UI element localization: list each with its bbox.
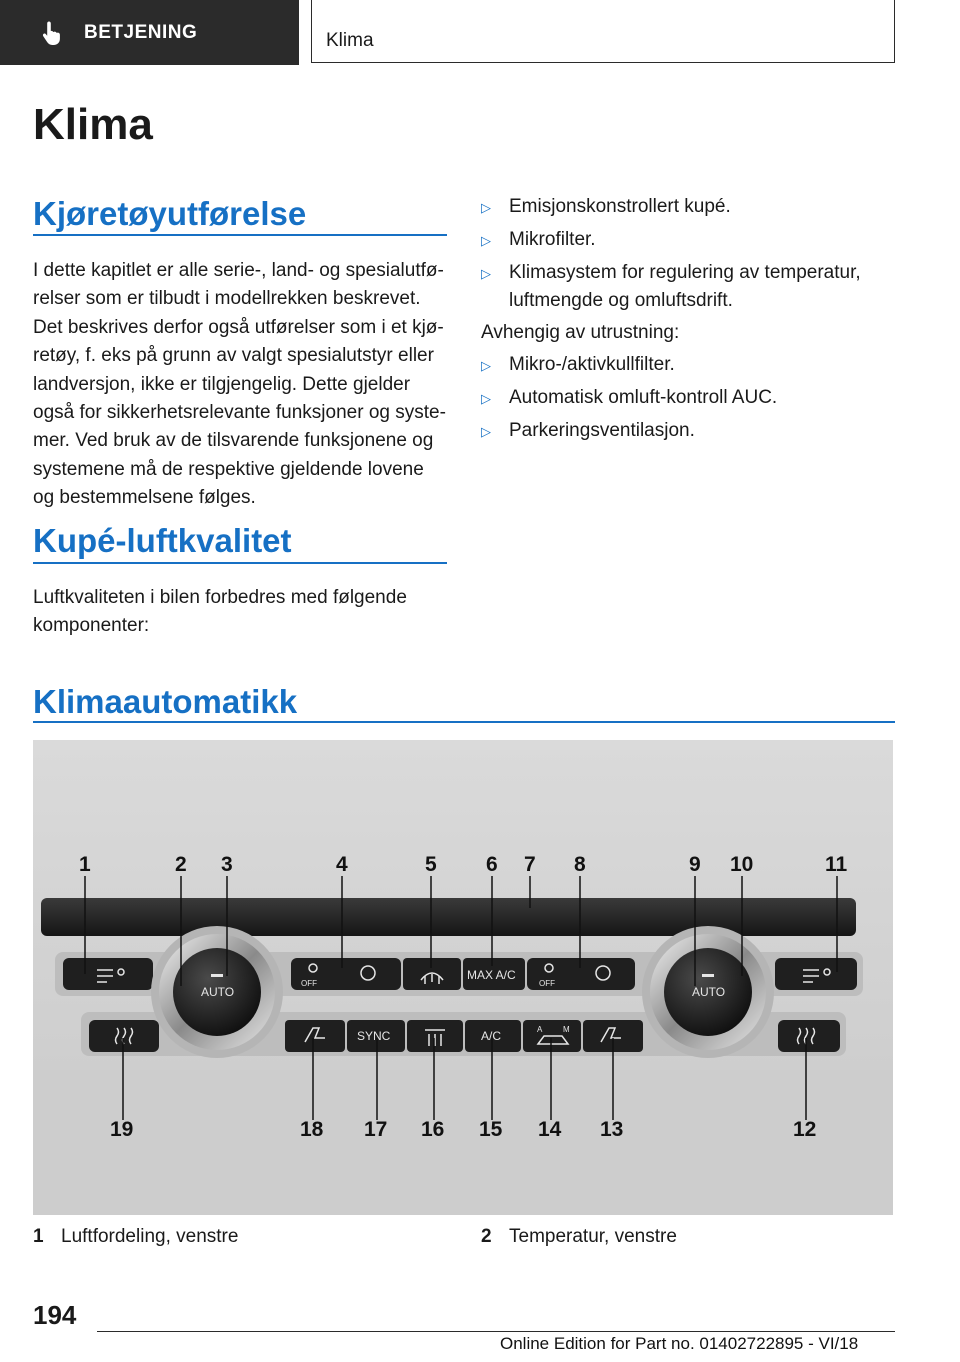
paragraph-luftkvalitet: Luftkvaliteten i bilen forbedres med følgende komponenter:	[33, 587, 407, 637]
legend-item: 1 Luftfordeling, venstre	[33, 1226, 239, 1247]
heading-rule	[33, 721, 895, 723]
heading-rule	[33, 234, 447, 236]
callout-2: 2	[175, 853, 187, 876]
triangle-bullet-icon: ▷	[481, 233, 491, 248]
triangle-bullet-icon: ▷	[481, 358, 491, 373]
callout-9: 9	[689, 853, 701, 876]
list-item: ▷ Klimasystem for regulering av temperatur, luftmengde og omluftsdrift.	[481, 259, 896, 315]
svg-text:AUTO: AUTO	[201, 985, 235, 999]
callout-10: 10	[730, 853, 754, 876]
svg-text:A/C: A/C	[481, 1029, 502, 1043]
legend-item: 2 Temperatur, venstre	[481, 1226, 677, 1247]
chapter-label: Klima	[326, 30, 374, 51]
page-number: 194	[33, 1300, 77, 1330]
callout-4: 4	[336, 853, 348, 876]
paragraph-kjoretoyutforelse: I dette kapitlet er alle serie-, land- og spesialutfø-relser som er tilbudt i modellrekken beskrevet. Det beskrives derfor også utførelser som i et kjø-retøy, f. eks på grunn av valgt spesialutstyr eller landversjon, ikke er tilgjengelig. Dette gjelder også for sikkerhetsrelevante funksjoner og syste-mer. Ved bruk av de tilsvarende funksjonene og systemene må de respektive gjeldende lovene og bestemmelsene følges.	[33, 260, 446, 509]
heading-kupe-luftkvalitet: Kupé-luftkvalitet	[33, 522, 292, 559]
footer-rule	[97, 1331, 895, 1332]
triangle-bullet-icon: ▷	[481, 391, 491, 406]
callout-19: 19	[110, 1118, 134, 1141]
svg-text:M: M	[563, 1025, 570, 1034]
heading-rule	[33, 562, 447, 564]
callout-15: 15	[479, 1118, 503, 1141]
page-title: Klima	[33, 100, 153, 149]
section-tab	[0, 0, 299, 65]
svg-text:OFF: OFF	[539, 979, 555, 988]
list-item: ▷ Emisjonskonstrollert kupé.	[481, 193, 896, 222]
callout-16: 16	[421, 1118, 445, 1141]
callout-14: 14	[538, 1118, 562, 1141]
pointing-hand-icon	[40, 20, 64, 46]
list-item: ▷ Parkeringsventilasjon.	[481, 417, 896, 446]
callout-5: 5	[425, 853, 437, 876]
callout-17: 17	[364, 1118, 388, 1141]
section-label: BETJENING	[84, 21, 198, 43]
triangle-bullet-icon: ▷	[481, 200, 491, 215]
callout-12: 12	[793, 1118, 817, 1141]
svg-text:A: A	[537, 1025, 543, 1034]
right-column	[481, 193, 896, 450]
callout-7: 7	[524, 853, 536, 876]
callout-13: 13	[600, 1118, 624, 1141]
svg-text:AUTO: AUTO	[692, 985, 726, 999]
list-item: ▷ Automatisk omluft-kontroll AUC.	[481, 384, 896, 413]
callout-11: 11	[825, 853, 848, 876]
svg-text:MAX A/C: MAX A/C	[467, 968, 516, 982]
climate-control-figure	[33, 740, 893, 1215]
list-item: ▷ Mikro-/aktivkullfilter.	[481, 351, 896, 380]
callout-18: 18	[300, 1118, 324, 1141]
dependent-label: Avhengig av utrustning:	[481, 322, 680, 343]
callout-1: 1	[79, 853, 91, 876]
chapter-tab	[311, 0, 895, 63]
svg-text:OFF: OFF	[301, 979, 317, 988]
display-slot	[41, 898, 856, 936]
temperature-knob-left	[151, 926, 283, 1058]
list-item: ▷ Mikrofilter.	[481, 226, 896, 255]
callout-3: 3	[221, 853, 233, 876]
heading-klimaautomatikk: Klimaautomatikk	[33, 683, 298, 720]
heading-kjoretoyutforelse: Kjøretøyutførelse	[33, 195, 307, 232]
callout-6: 6	[486, 853, 498, 876]
temperature-knob-right	[642, 926, 774, 1058]
svg-text:SYNC: SYNC	[357, 1029, 391, 1043]
triangle-bullet-icon: ▷	[481, 266, 491, 281]
footer-edition: Online Edition for Part no. 01402722895 - VI/18	[500, 1334, 859, 1353]
callout-8: 8	[574, 853, 586, 876]
triangle-bullet-icon: ▷	[481, 424, 491, 439]
